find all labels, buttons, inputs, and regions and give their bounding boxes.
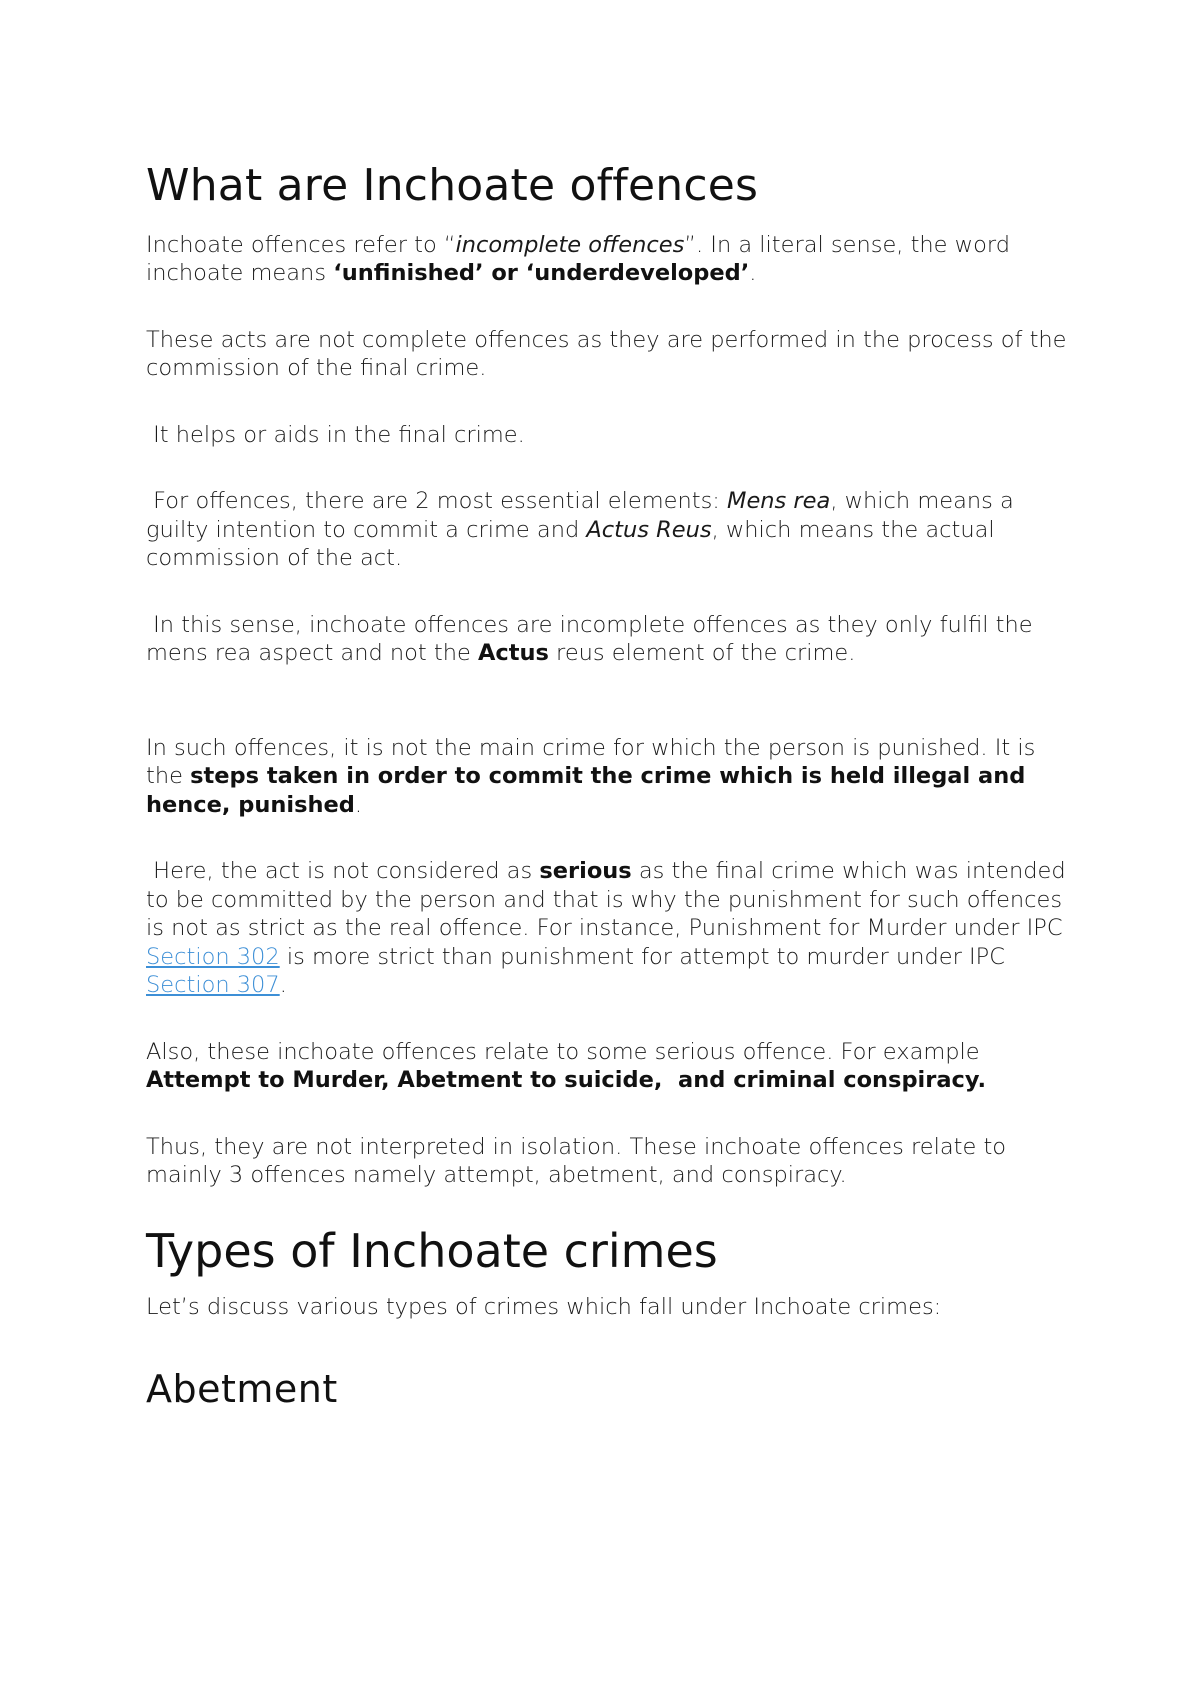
section-307-link[interactable]: Section 307: [146, 972, 280, 999]
text-run: Here, the act is not considered as: [146, 858, 540, 885]
text-run: Inchoate offences refer to “: [146, 231, 456, 258]
heading-what-are-inchoate-offences: What are Inchoate offences: [146, 160, 759, 211]
text-run: In such offences, it is not the main crime for which the person is punished. It is the: [146, 734, 1036, 790]
text-run: For offences, there are 2 most essential elements:: [146, 488, 728, 515]
paragraph-elements: [146, 487, 1076, 573]
text-run: , which means a guilty intention to commit a crime and: [146, 488, 1021, 543]
paragraph-examples: [146, 1038, 1076, 1095]
paragraph-types-intro: Let’s discuss various types of crimes which fall under Inchoate crimes:: [146, 1293, 942, 1320]
paragraph-mens-rea: [146, 611, 1076, 668]
text-run: is more strict than punishment for attempt to murder under IPC: [279, 943, 1013, 970]
text-run: Also, these inchoate offences relate to some serious offence. For example: [146, 1038, 987, 1065]
bold-text: serious: [539, 858, 632, 885]
paragraph-steps-punished: [146, 734, 1076, 820]
paragraph-isolation: Thus, they are not interpreted in isolation. These inchoate offences relate to mainly 3 offences namely attempt, abetment, and conspiracy.: [146, 1133, 1007, 1189]
text-run: reus element of the crime.: [548, 640, 856, 667]
italic-text: Mens rea: [727, 488, 831, 515]
paragraph-punishment: [146, 857, 1076, 1000]
paragraph-aids: It helps or aids in the final crime.: [146, 421, 525, 448]
document-body: [146, 160, 1076, 1413]
heading-types-of-inchoate-crimes: Types of Inchoate crimes: [146, 1223, 718, 1278]
heading-abetment: Abetment: [146, 1367, 338, 1412]
italic-text: incomplete offences: [455, 231, 685, 258]
bold-text: steps taken in order to commit the crime which is held illegal and hence, punished: [146, 763, 1026, 818]
italic-text: Actus Reus: [586, 516, 712, 543]
text-run: .: [354, 791, 363, 818]
text-run: .: [279, 972, 287, 999]
paragraph-definition: [146, 231, 1076, 288]
text-run: as the final crime which was intended to be committed by the person and that is why the punishment for such offences is not as strict as the real offence. For instance, Punishment for Murder under IPC: [146, 858, 1073, 942]
bold-text: Attempt to Murder, Abetment to suicide, and criminal conspiracy.: [146, 1067, 987, 1094]
text-run: .: [749, 260, 757, 287]
text-run: ”. In a literal sense, the word inchoate means: [146, 231, 1010, 287]
bold-text: Actus: [477, 640, 549, 667]
bold-text: ‘unfinished’ or ‘underdeveloped’: [333, 260, 750, 287]
paragraph-not-complete: These acts are not complete offences as they are performed in the process of the commission of the final crime.: [146, 326, 1067, 382]
section-302-link[interactable]: Section 302: [146, 943, 280, 970]
text-run: , which means the actual commission of the act.: [146, 516, 1002, 572]
text-run: In this sense, inchoate offences are incomplete offences as they only fulfil the mens rea aspect and not the: [146, 611, 1040, 667]
